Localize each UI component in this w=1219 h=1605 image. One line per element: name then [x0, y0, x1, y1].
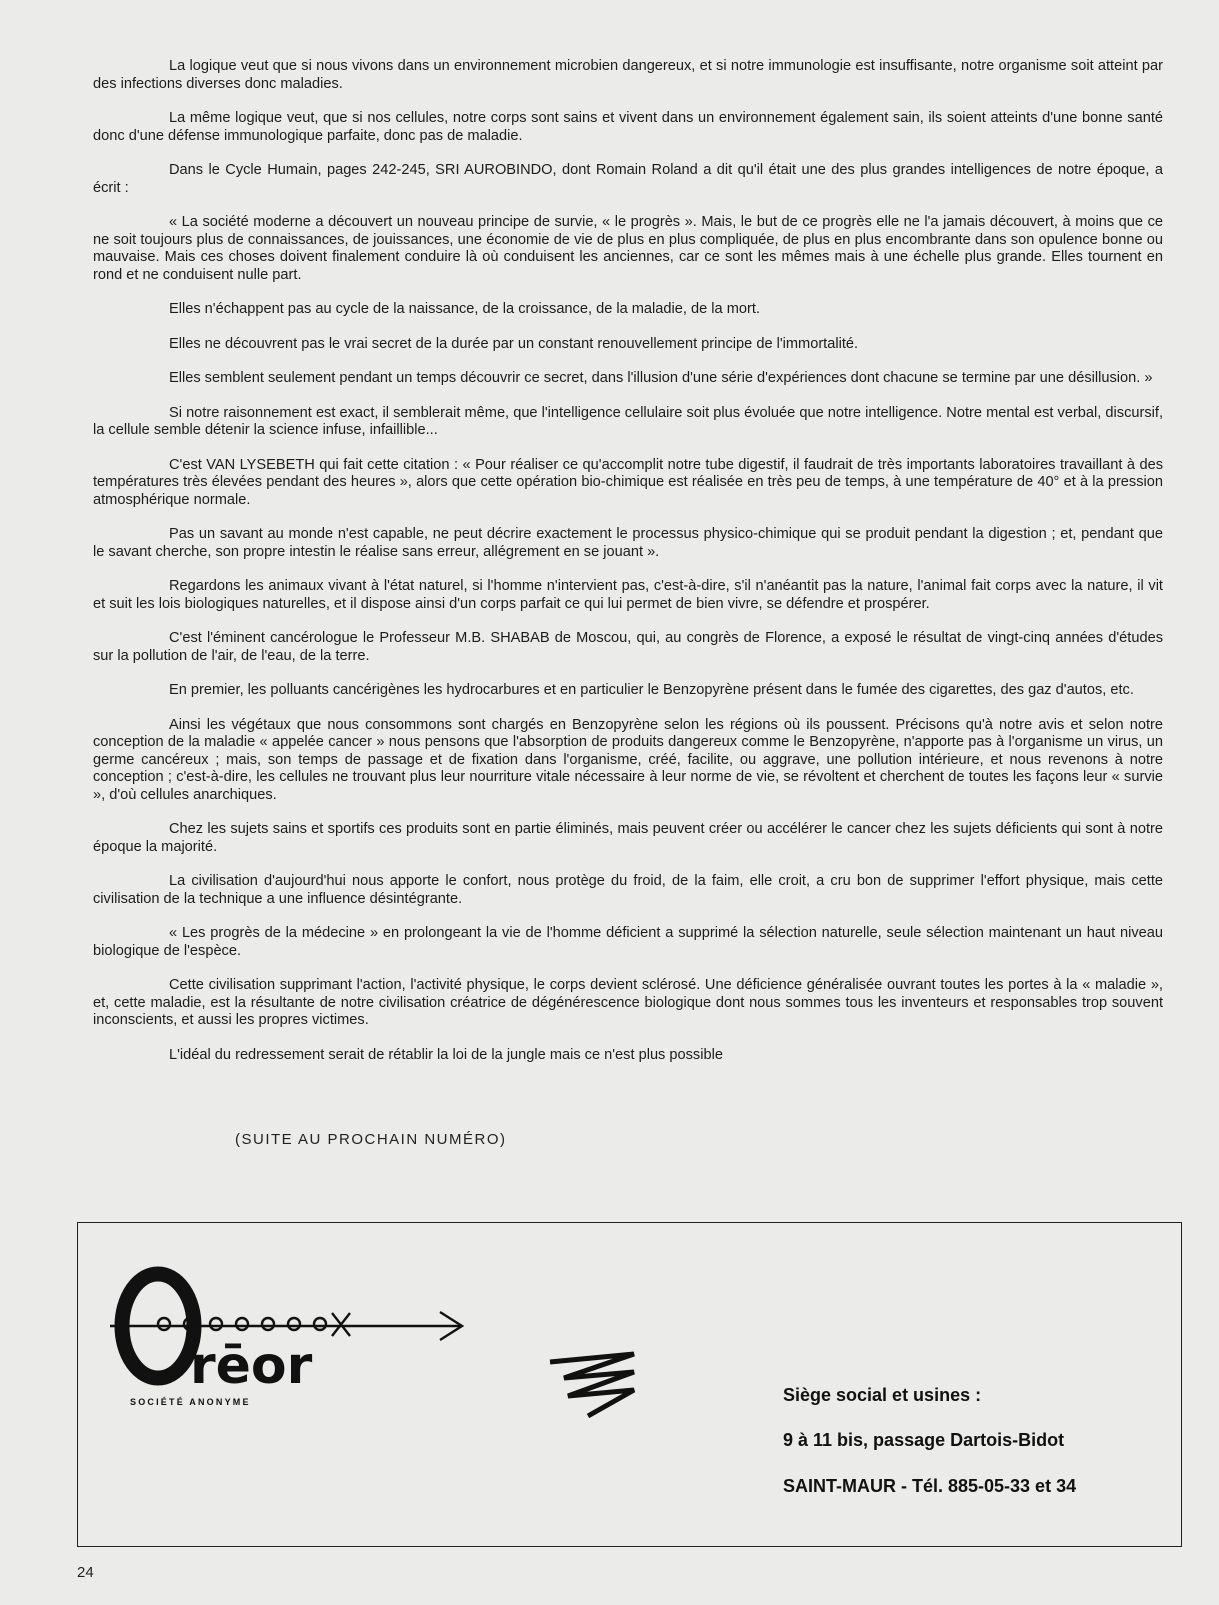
paragraph: Dans le Cycle Humain, pages 242-245, SRI AUROBINDO, dont Romain Roland a dit qu'il était une des plus grandes intelligences de notre époque, a écrit :	[93, 162, 1163, 196]
paragraph: C'est l'éminent cancérologue le Professeur M.B. SHABAB de Moscou, qui, au congrès de Florence, a exposé le résultat de vingt-cinq années d'études sur la pollution de l'air, de l'eau, de la terre.	[93, 630, 1163, 664]
paragraph: La logique veut que si nous vivons dans un environnement microbien dangereux, et si notre immunologie est insuffisante, notre organisme soit atteint par des infections diverses donc maladies.	[93, 58, 1163, 92]
paragraph: En premier, les polluants cancérigènes les hydrocarbures et en particulier le Benzopyrène présent dans le fumée des cigarettes, des gaz d'autos, etc.	[169, 682, 1134, 698]
paragraph: « Les progrès de la médecine » en prolongeant la vie de l'homme déficient a supprimé la sélection naturelle, seule sélection maintenant un haut niveau biologique de l'espèce.	[93, 925, 1163, 959]
paragraph: C'est VAN LYSEBETH qui fait cette citation : « Pour réaliser ce qu'accomplit notre tube digestif, il faudrait de très importants laboratoires travaillant à des températures très élevées pendant des heures », alors que cette opération bio-chimique est réalisée en très peu de temps, à une température de 40° et à la pression atmosphérique normale.	[93, 456, 1163, 508]
page-number: 24	[77, 1564, 94, 1581]
paragraph: Si notre raisonnement est exact, il semblerait même, que l'intelligence cellulaire soit plus évoluée que notre intelligence. Notre mental est verbal, discursif, la cellule semble détenir la science infuse, infaillible...	[93, 404, 1163, 438]
paragraph: Chez les sujets sains et sportifs ces produits sont en partie éliminés, mais peuvent créer ou accélérer le cancer chez les sujets déficients qui sont à notre époque la majorité.	[93, 821, 1163, 855]
continued-note: (SUITE AU PROCHAIN NUMÉRO)	[235, 1131, 507, 1148]
oreor-logo	[110, 1258, 490, 1398]
paragraph: Ainsi les végétaux que nous consommons sont chargés en Benzopyrène selon les régions où ils poussent. Précisons qu'à notre avis et selon notre conception de la maladie « appelée cancer » nous pensons que l'absorption de produits dangereux comme le Benzopyrène, n'apporte pas à l'organisme un virus, un germe cancéreux ; mais, son temps de passage et de fixation dans l'organisme, créé, facilite, ou aggrave, une pollution intérieure, et nous revenons à notre conception ; c'est-à-dire, les cellules ne trouvant plus leur nourriture vitale nécessaire à leur norme de vie, se révoltent et cherchent de toutes les façons leur « survie », d'où cellules anarchiques.	[93, 716, 1163, 803]
svg-text:rēor: rēor	[190, 1336, 313, 1396]
paragraph: Regardons les animaux vivant à l'état naturel, si l'homme n'intervient pas, c'est-à-dire, s'il n'anéantit pas la nature, l'animal fait corps avec la nature, il vit et suit les lois biologiques naturelles, et il dispose ainsi d'un corps parfait ce qui lui permet de bien vivre, se défendre et prospérer.	[93, 578, 1163, 612]
quote-paragraph: Elles ne découvrent pas le vrai secret de la durée par un constant renouvellement principe de l'immortalité.	[169, 335, 859, 352]
quote-paragraph: « La société moderne a découvert un nouveau principe de survie, « le progrès ». Mais, le but de ce progrès elle ne l'a jamais découvert, à moins que ce ne soit toujours plus de connaissances, de jouissances, une économie de vie de plus en plus compliquée, de plus en plus encombrante dans son opulence bonne ou mauvaise. Mais ces choses doivent finalement conduire là où conduisent les anciennes, car ce sont les mêmes mais à une échelle plus grande. Elles tournent en rond et ne conduisent nulle part.	[93, 214, 1163, 283]
siege-label: Siège social et usines :	[783, 1385, 982, 1405]
address-text: 9 à 11 bis, passage Dartois-Bidot	[783, 1430, 1065, 1450]
city-phone-text: SAINT-MAUR - Tél. 885-05-33 et 34	[783, 1476, 1077, 1496]
article-body	[93, 58, 1163, 1081]
quote-paragraph: Elles n'échappent pas au cycle de la naissance, de la croissance, de la maladie, de la mort.	[169, 301, 760, 317]
paragraph: L'idéal du redressement serait de rétablir la loi de la jungle mais ce n'est plus possible	[169, 1046, 723, 1063]
paragraph: Pas un savant au monde n'est capable, ne peut décrire exactement le processus physico-chimique qui se produit pendant la digestion ; et, pendant que le savant cherche, son propre intestin le réalise sans erreur, allégrement en se jouant ».	[93, 526, 1163, 560]
paragraph: La civilisation d'aujourd'hui nous apporte le confort, nous protège du froid, de la faim, elle croit, a cru bon de supprimer l'effort physique, mais cette civilisation de la technique a une influence désintégrante.	[93, 873, 1163, 907]
brand-subtitle: SOCIÉTÉ ANONYME	[130, 1397, 251, 1407]
zigzag-mark-icon	[548, 1350, 638, 1420]
paragraph: La même logique veut, que si nos cellules, notre corps sont sains et vivent dans un environnement également sain, ils soient atteints d'une bonne santé donc d'une défense immunologique parfaite, donc pas de maladie.	[93, 110, 1163, 144]
paragraph: Cette civilisation supprimant l'action, l'activité physique, le corps devient sclérosé. Une déficience généralisée ouvrant toutes les portes à la « maladie », et, cette maladie, est la résultante de notre civilisation créatrice de dégénérescence biologique dont nous sommes tous les inventeurs et responsables trop souvent inconscients, et aussi les propres victimes.	[93, 977, 1163, 1028]
quote-paragraph: Elles semblent seulement pendant un temps découvrir ce secret, dans l'illusion d'une série d'expériences dont chacune se termine par une désillusion. »	[169, 370, 1153, 386]
